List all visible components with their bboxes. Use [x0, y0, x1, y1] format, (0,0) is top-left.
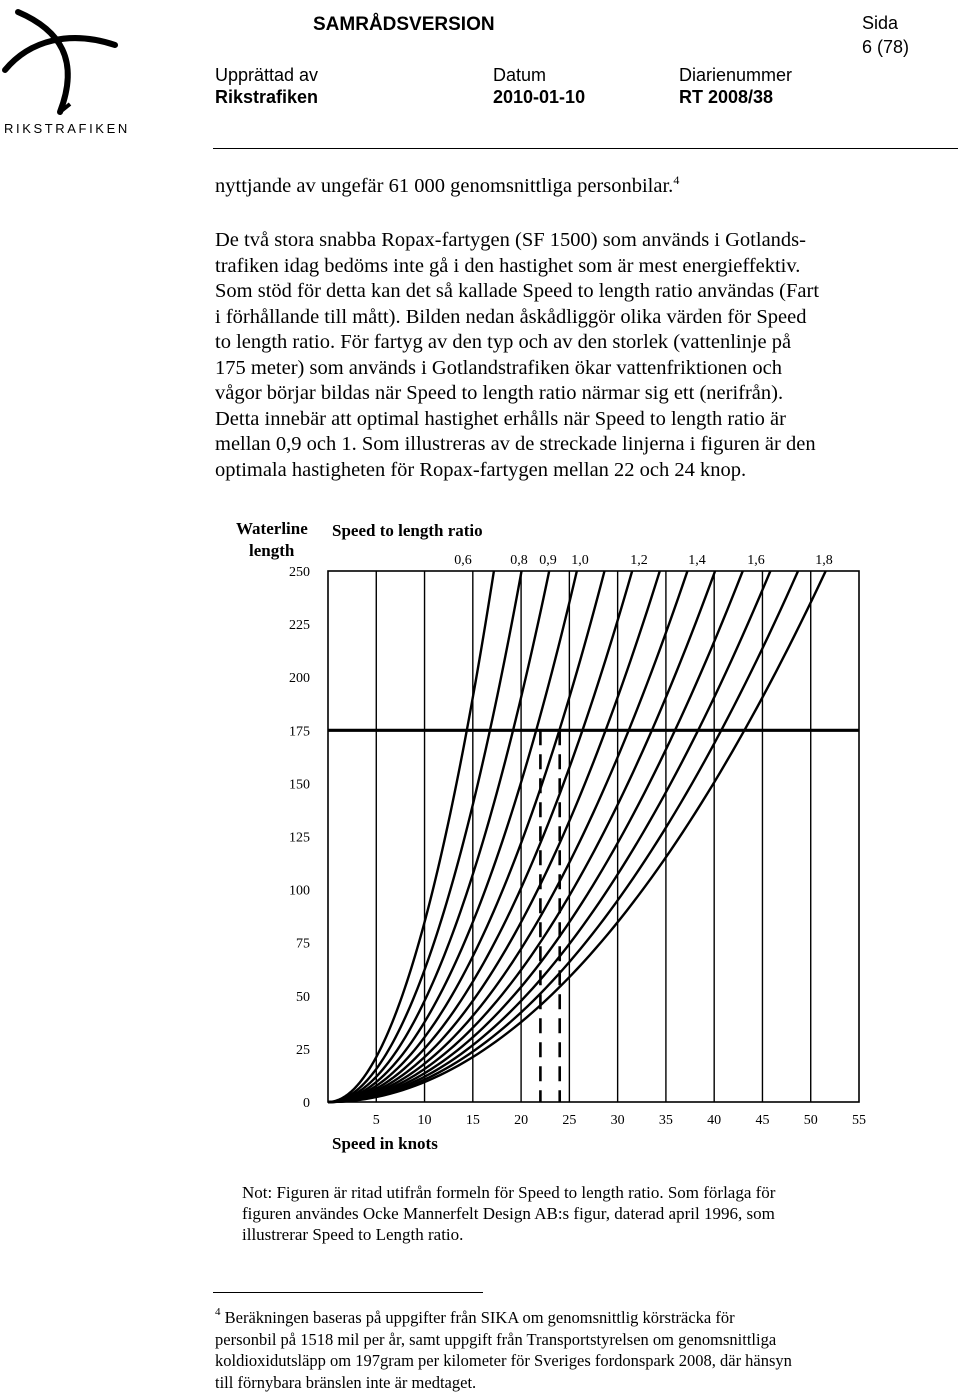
header-divider: [213, 148, 958, 149]
paragraph-line: Som stöd för detta kan det så kallade Speed to length ratio användas (Fart: [215, 280, 820, 302]
x-tick-label: 30: [610, 1113, 625, 1128]
note-line: Not: Figuren är ritad utifrån formeln för Speed to length ratio. Som förlaga för: [242, 1183, 776, 1202]
chart-title: Speed to length ratio: [332, 521, 483, 540]
ratio-label: 1,2: [630, 553, 648, 568]
paragraph-1-text: nyttjande av ungefär 61 000 genomsnittliga personbilar.: [215, 175, 674, 197]
ratio-label: 0,6: [454, 553, 472, 568]
footnote-line-text: Beräkningen baseras på uppgifter från SIKA om genomsnittlig körsträcka för: [224, 1308, 735, 1327]
note-line: illustrerar Speed to Length ratio.: [242, 1225, 464, 1244]
footnote-line: koldioxidutsläpp om 197gram per kilometer för Sveriges fordonspark 2008, där hänsyn: [215, 1351, 792, 1370]
figure-note: [242, 1182, 775, 1245]
footnote-line: [215, 1307, 792, 1329]
x-axis-label: Speed in knots: [332, 1134, 438, 1153]
paragraph-line: vågor börjar bildas när Speed to length ratio närmar sig ett (nerifrån).: [215, 382, 784, 404]
y-tick-label: 250: [289, 565, 310, 580]
x-tick-label: 35: [658, 1113, 673, 1128]
x-tick-label: 45: [755, 1113, 770, 1128]
speed-to-length-ratio-chart: [230, 515, 890, 1160]
logo-wordmark: RIKSTRAFIKEN: [4, 121, 130, 136]
x-tick-label: 50: [803, 1113, 818, 1128]
paragraph-line: to length ratio. För fartyg av den typ och av den storlek (vattenlinje på: [215, 331, 792, 353]
paragraph-2: [215, 228, 819, 483]
ratio-label: 1,8: [815, 553, 833, 568]
footnote-ref: 4: [673, 173, 680, 187]
paragraph-line: De två stora snabba Ropax-fartygen (SF 1500) som används i Gotlands-: [215, 229, 806, 251]
ratio-label: 1,6: [747, 553, 765, 568]
ratio-curve: [328, 571, 494, 1102]
prepared-by-value: Rikstrafiken: [215, 87, 319, 107]
plot-frame: [328, 571, 859, 1102]
ratio-curve: [328, 571, 770, 1102]
x-tick-label: 10: [417, 1113, 432, 1128]
ratio-label: 0,9: [539, 553, 557, 568]
y-axis-label-line1: Waterline: [236, 519, 308, 538]
date-value: 2010-01-10: [493, 87, 586, 107]
y-tick-label: 75: [296, 936, 310, 952]
note-line: figuren användes Ocke Mannerfelt Design AB:s figur, daterad april 1996, som: [242, 1204, 775, 1223]
x-tick-label: 20: [514, 1113, 529, 1128]
x-tick-label: 15: [465, 1113, 480, 1128]
paragraph-line: Detta innebär att optimal hastighet erhålls när Speed to length ratio är: [215, 407, 786, 430]
footnote-divider: [213, 1292, 483, 1293]
footnote-number: 4: [215, 1306, 221, 1318]
x-tick-label: 55: [852, 1113, 866, 1128]
paragraph-line: optimala hastigheten för Ropax-fartygen mellan 22 och 24 knop.: [215, 458, 747, 481]
y-tick-label: 125: [289, 830, 310, 846]
x-tick-label: 5: [372, 1113, 380, 1128]
page-label: Sida: [862, 13, 899, 33]
paragraph-line: trafiken idag bedöms inte gå i den hastighet som är mest energieffektiv.: [215, 254, 801, 277]
y-tick-label: 100: [289, 883, 310, 899]
date-label: Datum: [493, 65, 547, 85]
ratio-curve: [328, 571, 660, 1102]
paragraph-line: i förhållande till mått). Bilden nedan åskådliggör olika värden för Speed: [215, 305, 807, 328]
y-axis-label-line2: length: [249, 541, 295, 560]
x-tick-label: 25: [562, 1113, 577, 1128]
rikstrafiken-logo: [0, 0, 150, 140]
prepared-by-label: Upprättad av: [215, 65, 319, 85]
ratio-label: 1,4: [688, 553, 706, 568]
paragraph-line: 175 meter) som används i Gotlandstrafiken ökar vattenfriktionen och: [215, 356, 783, 379]
y-tick-label: 0: [303, 1096, 310, 1111]
ratio-label: 0,8: [510, 553, 528, 568]
footnote-line: personbil på 1518 mil per år, samt uppgift från Transportstyrelsen om genomsnittliga: [215, 1329, 777, 1349]
ratio-curve: [328, 571, 549, 1102]
y-tick-label: 175: [289, 724, 310, 740]
diary-number-label: Diarienummer: [679, 65, 793, 85]
x-tick-label: 40: [707, 1113, 722, 1128]
paragraph-line: mellan 0,9 och 1. Som illustreras av de streckade linjerna i figuren är den: [215, 433, 816, 455]
y-tick-label: 200: [289, 671, 310, 687]
footnote: [215, 1307, 792, 1393]
footnote-line: till förnybara bränslen inte är medtaget.: [215, 1372, 477, 1392]
paragraph-1: [215, 174, 679, 200]
diary-number-value: RT 2008/38: [679, 87, 774, 107]
y-tick-label: 225: [289, 618, 310, 634]
page-number: 6 (78): [862, 37, 910, 57]
y-tick-label: 25: [296, 1042, 310, 1058]
y-tick-label: 50: [296, 989, 310, 1005]
y-tick-label: 150: [289, 777, 310, 793]
document-status: SAMRÅDSVERSION: [313, 14, 495, 35]
ratio-label: 1,0: [571, 553, 589, 568]
